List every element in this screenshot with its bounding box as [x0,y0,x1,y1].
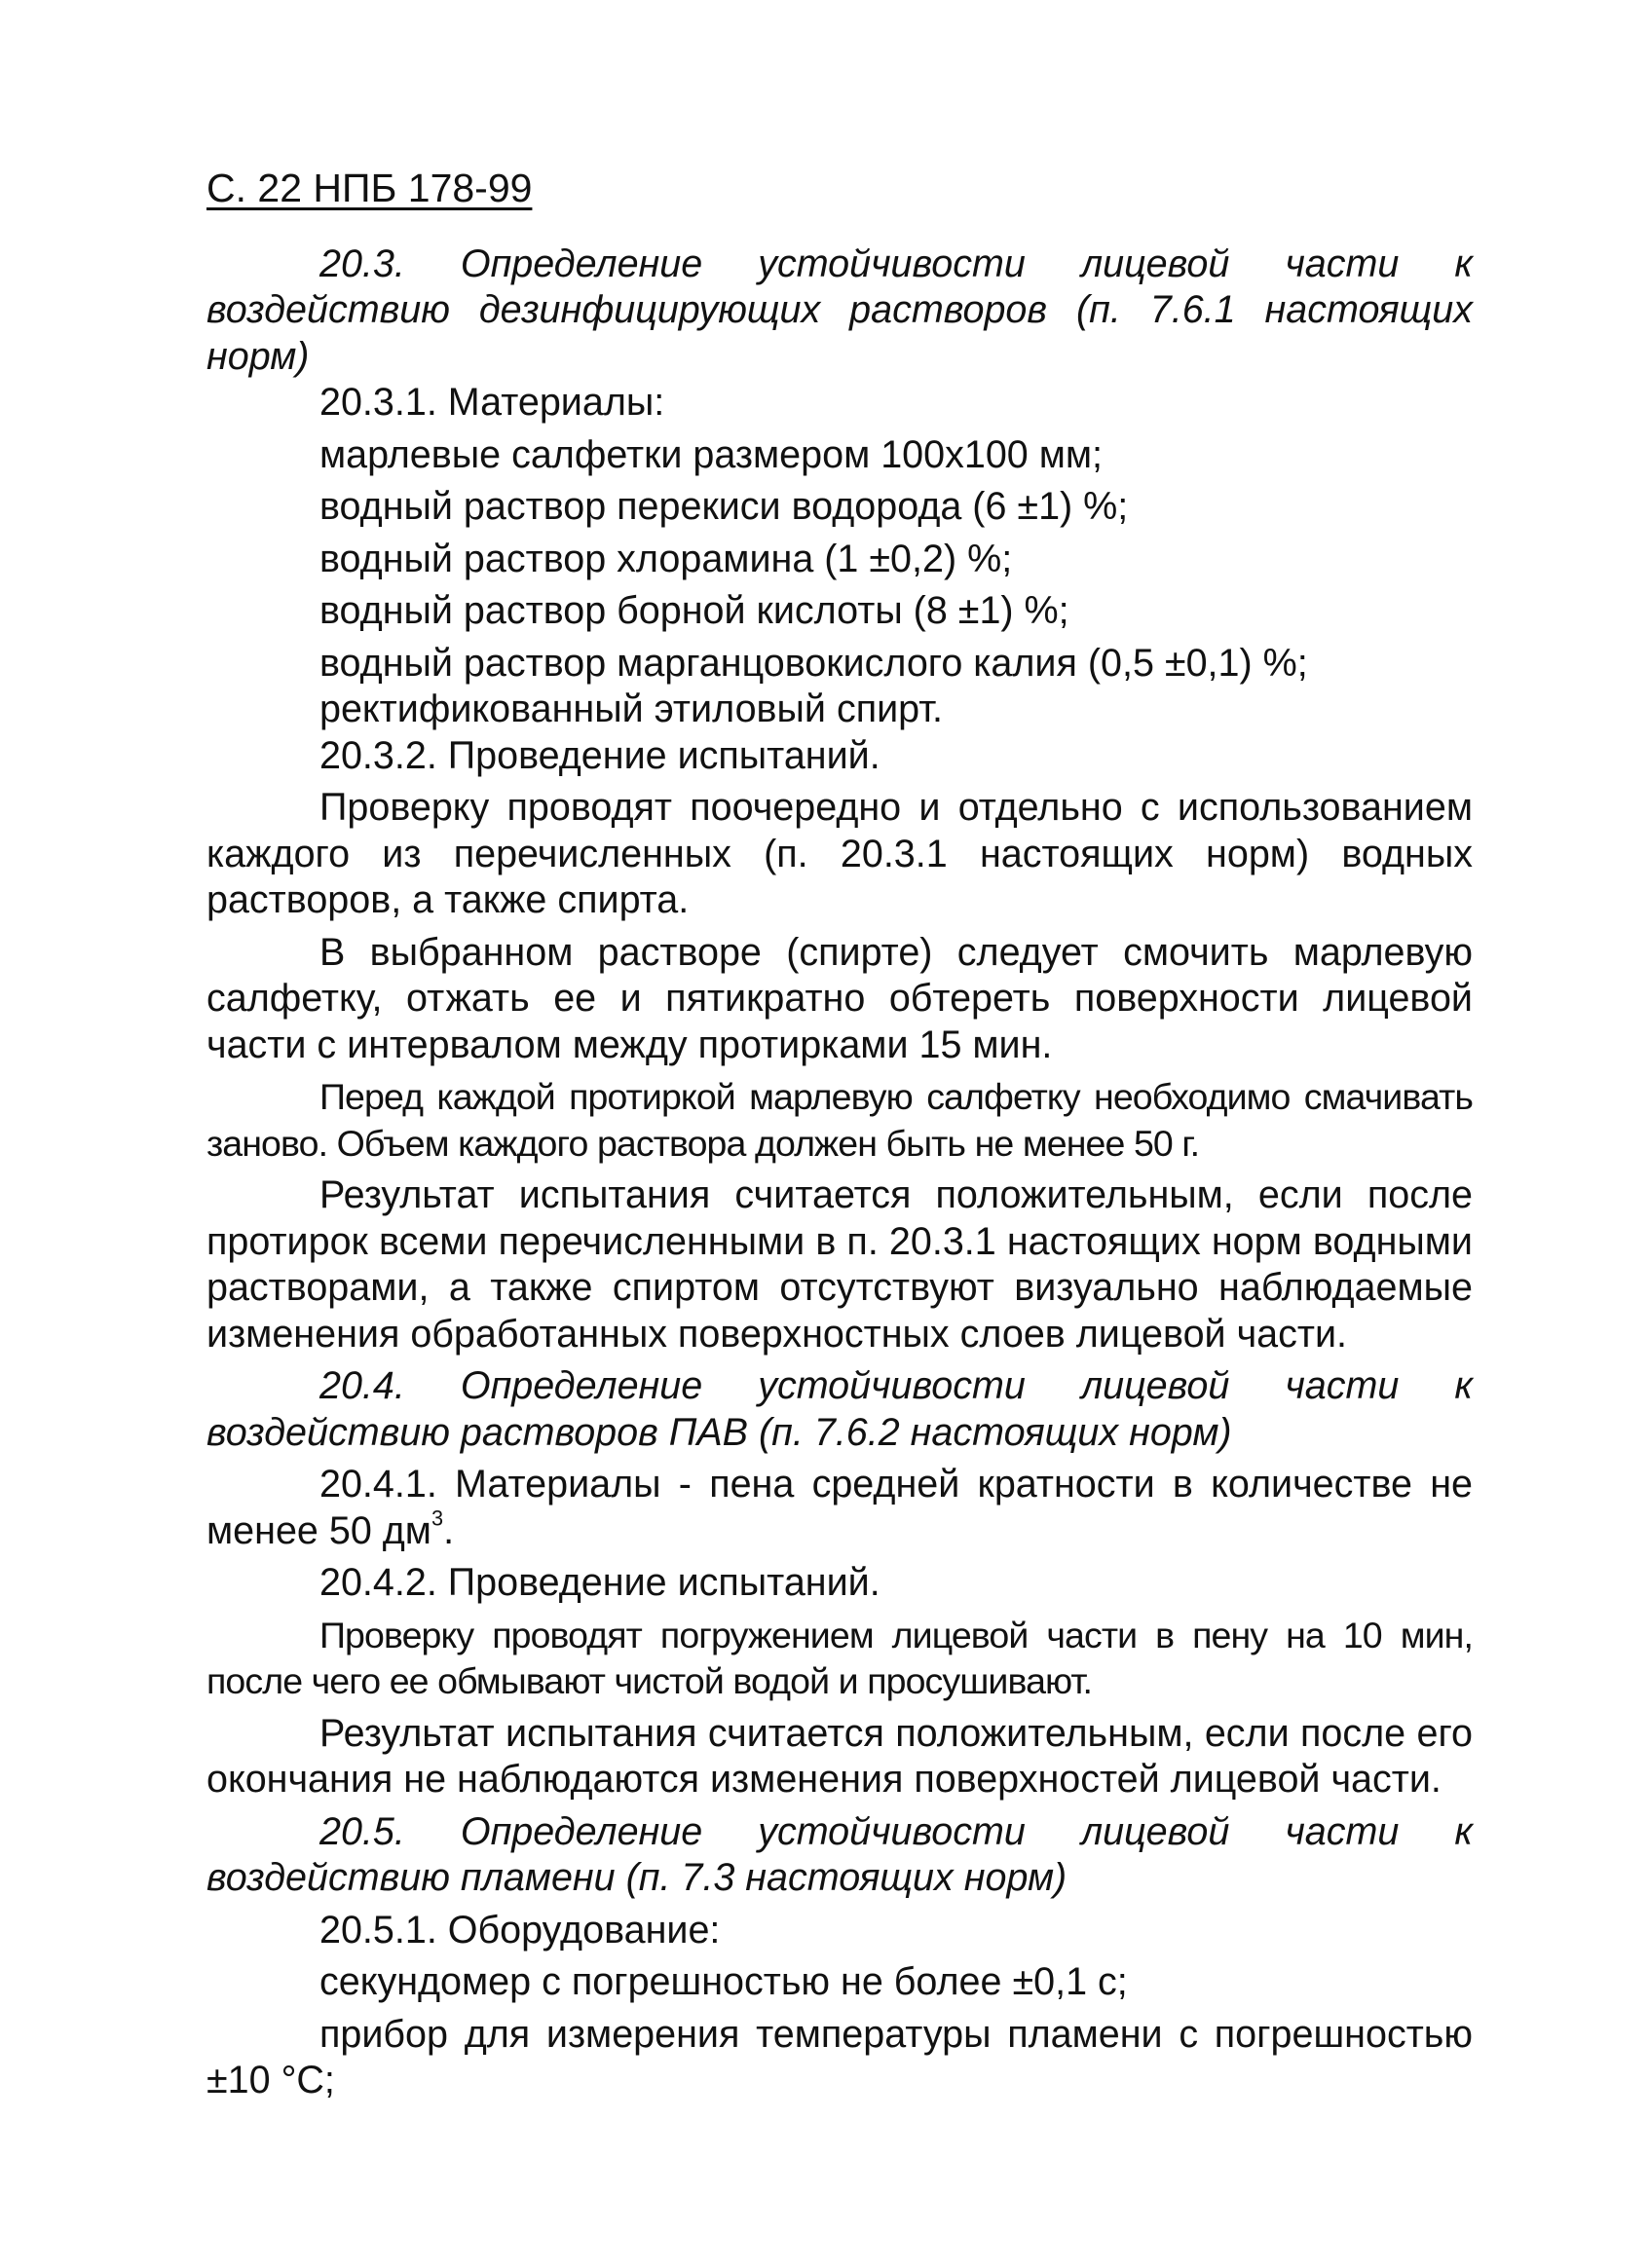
paragraph: В выбранном растворе (спирте) следует смочить марлевую салфетку, отжать ее и пятикратно обтереть поверхности лицевой части с интервалом между протирками 15 мин. [206,930,1473,1066]
paragraph: Перед каждой протиркой марлевую салфетку необходимо смачивать заново. Объем каждого раствора должен быть не менее 50 г. [206,1076,1473,1164]
subsection-title: 20.3.2. Проведение испытаний. [319,733,880,777]
materials-item: водный раствор перекиси водорода (6 ±1) %; [319,485,1129,528]
section-20-5 [206,1809,1473,2104]
materials-item: водный раствор марганцовокислого калия (0,5 ±0,1) %; [319,641,1308,685]
paragraph [206,1462,1473,1554]
section-heading: 20.5. Определение устойчивости лицевой части к воздействию пламени (п. 7.3 настоящих норм) [206,1809,1473,1899]
page-content [206,166,1473,2104]
materials-item: марлевые салфетки размером 100x100 мм; [319,432,1104,476]
materials-item: водный раствор хлорамина (1 ±0,2) %; [319,537,1013,580]
subsection-title: 20.4.2. Проведение испытаний. [319,1561,880,1604]
equipment-item: секундомер с погрешностью не более ±0,1 с; [319,1960,1128,2003]
paragraph: Проверку проводят поочередно и отдельно с использованием каждого из перечисленных (п. 20.3.1 настоящих норм) водных растворов, а также спирта. [206,786,1473,921]
punctuation: . [443,1508,455,1552]
section-heading: 20.3. Определение устойчивости лицевой части к воздействию дезинфицирующих растворов (п. 7.6.1 настоящих норм) [206,242,1473,378]
section-20-4 [206,1363,1473,1803]
page-header: С. 22 НПБ 178-99 [206,166,533,210]
paragraph: Результат испытания считается положительным, если после протирок всеми перечисленными в п. 20.3.1 настоящих норм водными растворами, а также спиртом отсутствуют визуально наблюдаемые изменения обработанных поверхностных слоев лицевой части. [206,1173,1473,1356]
subsection-title: 20.3.1. Материалы: [319,381,665,424]
equipment-item: прибор для измерения температуры пламени с погрешностью ±10 °С; [206,2012,1473,2101]
section-heading: 20.4. Определение устойчивости лицевой части к воздействию растворов ПАВ (п. 7.6.2 настоящих норм) [206,1364,1473,1454]
materials-text: 20.4.1. Материалы - пена средней кратности в количестве не менее 50 дм [206,1463,1473,1552]
section-20-3 [206,242,1473,1358]
materials-item: ректификованный этиловый спирт. [319,688,943,730]
paragraph: Проверку проводят погружением лицевой части в пену на 10 мин, после чего ее обмывают чистой водой и просушивают. [206,1614,1473,1701]
materials-item: водный раствор борной кислоты (8 ±1) %; [319,589,1069,632]
paragraph: Результат испытания считается положительным, если после его окончания не наблюдаются изменения поверхностей лицевой части. [206,1711,1473,1801]
subsection-title: 20.5.1. Оборудование: [319,1908,721,1952]
superscript: 3 [431,1506,444,1531]
